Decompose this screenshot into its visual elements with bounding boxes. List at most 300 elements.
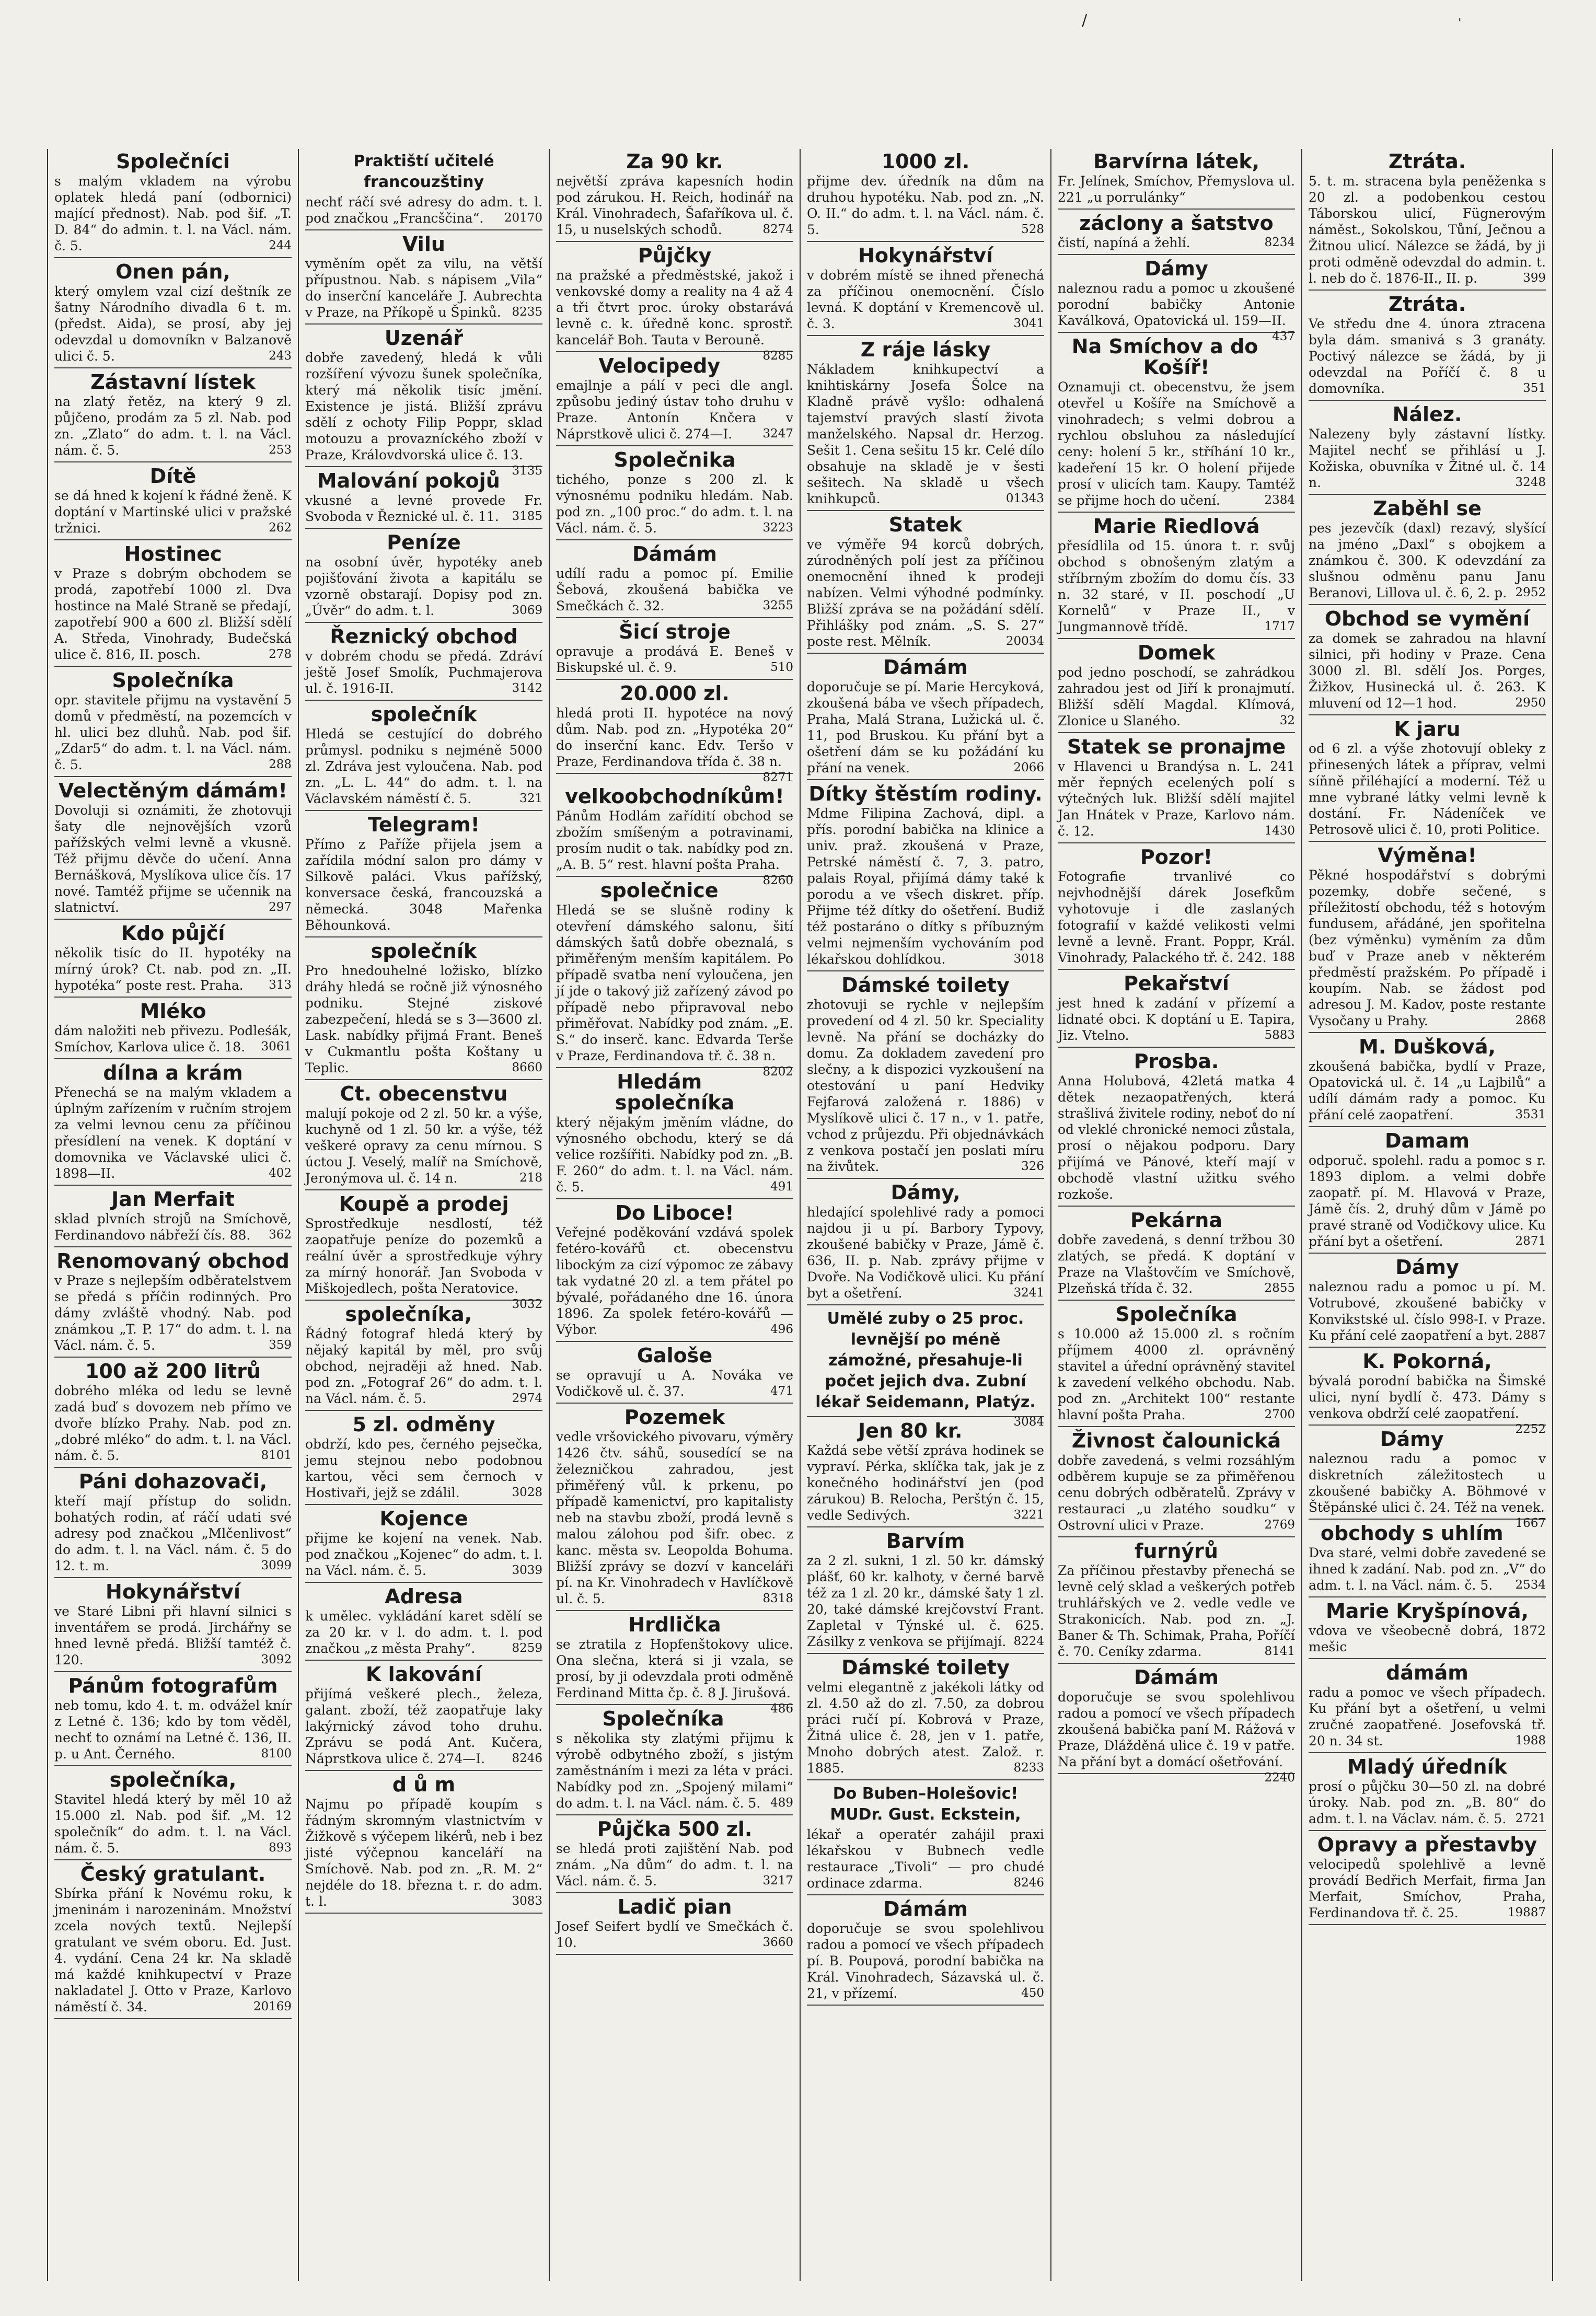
ad-title: Vilu — [402, 233, 445, 256]
ad-text — [556, 1840, 793, 1889]
ad-divider — [556, 1067, 793, 1068]
ad-title: Onen pán, — [115, 260, 230, 283]
ad-body: přesídlila od 15. února t. r. svůj obchod s obnošeným zlatým a stříbrným zbožím do domu čís. 33 n. 32 staré, v II. poschodí „U Kornelů“ v Praze II., v Jungmannově třídě. — [1058, 538, 1295, 634]
ad-body: nechť ráčí své adresy do adm. t. l. pod značkou „Francščina“. — [305, 194, 542, 226]
column-1 — [48, 149, 299, 2281]
ad-divider — [1309, 1253, 1546, 1254]
ad-divider — [1309, 604, 1546, 605]
classified-ad — [54, 372, 292, 462]
ad-text — [807, 1204, 1044, 1301]
ad-code: 8246 — [1013, 1876, 1044, 1890]
ad-code: 510 — [770, 661, 793, 674]
ad-divider — [807, 335, 1044, 336]
ad-text — [54, 1791, 292, 1856]
classified-ad — [1058, 736, 1295, 843]
classified-ad — [305, 814, 542, 937]
ad-code: 351 — [1523, 381, 1546, 395]
ad-title: Půjčky — [638, 244, 712, 267]
ad-title: společník — [371, 940, 477, 963]
ad-title: Jen 80 kr. — [858, 1419, 963, 1442]
ad-divider — [54, 367, 292, 368]
classified-ad — [1309, 1756, 1546, 1831]
ad-title: 5 zl. odměny — [352, 1413, 495, 1436]
ad-body: malují pokoje od 2 zl. 50 kr. a výše, kuchyně od 1 zl. 50 kr. a výše, též veškeré opravy za cenu mírnou. S úctou J. Veselý, malíř na Smíchově, Jeronýmova ul. č. 14 n. — [305, 1106, 542, 1186]
ad-code: 2534 — [1515, 1578, 1546, 1592]
ad-divider — [305, 1300, 542, 1301]
ad-divider — [1309, 1519, 1546, 1520]
ad-text — [1309, 316, 1546, 397]
classified-ad — [54, 261, 292, 368]
ad-code: 3223 — [762, 521, 793, 535]
classified-columns — [47, 149, 1553, 2281]
ad-divider — [1058, 842, 1295, 843]
ad-code: 297 — [269, 900, 292, 914]
ad-text — [305, 963, 542, 1076]
ad-code: 362 — [269, 1228, 292, 1242]
classified-ad — [556, 777, 793, 887]
ad-code: 288 — [269, 758, 292, 771]
ad-divider — [556, 1704, 793, 1705]
ad-body: Sbírka přání k Novému roku, k jmeninám i narozeninám. Množství zcela nových textů. Nejlepší gratulant ve svém oboru. Ed. Just. 4. vydání. Cena 24 kr. Na skladě má každé knihkupectví v Praze nakladatel J. Otto v Praze, Karlovo náměstí č. 34. — [54, 1886, 292, 2014]
ad-body: Josef Seifert bydlí ve Smečkách č. 10. — [556, 1919, 793, 1950]
ad-code: 486 — [770, 1702, 793, 1716]
ad-title: Telegram! — [368, 813, 480, 836]
ad-text — [54, 173, 292, 254]
ad-body: dám naložiti neb přivezu. Podleśák, Smíchov, Karlova ulice č. 18. — [54, 1023, 292, 1055]
classified-ad — [1309, 719, 1546, 842]
ad-text — [54, 1023, 292, 1055]
ad-body: Mdme Filipina Zachová, dipl. a přís. porodní babička na klinice a univ. praž. zkoušená v Praze, Petrské náměstí č. 7, 3. patro, palais Royal, přijímá dámy také k porodu a ve všech diskret. příp. Přijme též dítky do ošetření. Budiž též postaráno o dítky s příbuzným velmi nejmenším vychováním pod lékařskou dohlídkou. — [807, 806, 1044, 967]
ad-code: 3241 — [1013, 1286, 1044, 1300]
ad-title: velkoobchodníkům! — [565, 785, 784, 808]
ad-title: záclony a šatstvo — [1079, 212, 1274, 235]
ad-text — [305, 350, 542, 478]
ad-code: 2868 — [1515, 1014, 1546, 1027]
ad-divider — [1309, 1924, 1546, 1925]
ad-text — [54, 802, 292, 916]
ad-code: 244 — [269, 239, 292, 252]
ad-title: Galoše — [637, 1344, 713, 1367]
ad-title: Velocipedy — [598, 354, 721, 377]
classified-ad — [556, 1613, 793, 1716]
ad-text — [1058, 1073, 1295, 1202]
ad-body: se dá hned k kojení k řádné ženě. K doptání v Martinské ulici v pražské tržnici. — [54, 488, 292, 536]
classified-ad — [1309, 1350, 1546, 1436]
ad-text — [1309, 426, 1546, 491]
ad-body: lékař a operatér zahájil praxi lékařskou v Bubnech vedle restaurace „Tivoli“ — pro chudé ordinace zdarma. — [807, 1827, 1044, 1891]
ad-divider — [807, 241, 1044, 242]
classified-ad — [305, 234, 542, 325]
ad-divider — [807, 1416, 1044, 1417]
classified-ad — [1058, 1210, 1295, 1301]
ad-text — [54, 1084, 292, 1182]
ad-code: 32 — [1279, 714, 1295, 727]
ad-title: Ztráta. — [1388, 150, 1466, 173]
ad-divider — [807, 2005, 1044, 2006]
ad-text — [305, 1215, 542, 1311]
ad-text — [305, 1530, 542, 1579]
ad-code: 489 — [770, 1796, 793, 1810]
ad-body: přijme ke kojení na venek. Nab. pod značkou „Kojenec“ do adm. t. l. na Václ. nám. č. 5. — [305, 1531, 542, 1578]
ad-text — [1058, 1562, 1295, 1660]
ad-code: 3084 — [1013, 1415, 1044, 1429]
classified-ad — [305, 1414, 542, 1505]
ad-title: Jan Merfait — [111, 1188, 235, 1211]
ad-divider — [807, 1894, 1044, 1895]
classified-ad — [305, 941, 542, 1080]
ad-text — [1058, 280, 1295, 343]
ad-divider — [1058, 1426, 1295, 1427]
ad-body: opr. stavitele přijmu na vystavění 5 domů v předměstí, na pozemcích v hl. ulici bez dluhů. Nab. pod šif. „Zdar5“ do adm. t. l. na Václ. nám. č. 5. — [54, 692, 292, 772]
ad-title: Mladý úředník — [1347, 1755, 1507, 1778]
ad-divider — [807, 653, 1044, 654]
ad-divider — [1309, 1658, 1546, 1659]
ad-divider — [54, 1357, 292, 1358]
ad-title: Dámy — [1395, 1256, 1459, 1279]
ad-title: Ct. obecenstvu — [340, 1082, 508, 1105]
ad-code: 893 — [269, 1841, 292, 1855]
ad-divider — [54, 776, 292, 777]
ad-text — [1309, 1545, 1546, 1593]
ad-title: Koupě a prodej — [339, 1192, 509, 1215]
ad-divider — [305, 466, 542, 467]
ad-body: radu a pomoc ve všech případech. Ku přání byt a ošetření, u velmi zručné zaopatřené. Josefovská tř. 20 n. 34 st. — [1309, 1685, 1546, 1748]
classified-ad — [305, 327, 542, 478]
ad-divider — [1058, 209, 1295, 210]
ad-title: Malování pokojů — [317, 469, 500, 492]
classified-ad — [305, 1304, 542, 1411]
classified-ad — [556, 449, 793, 540]
ad-body: Veřejné poděkování vzdává spolek fetéro-kovářů ct. obecenstvu libockým za cizí výpomoc ze zábavy tak vydatné 20 zl. a tem přátel po bývalé, pořádaného dne 16. února 1896. Za spolek fetéro-kovářů — Výbor. — [556, 1225, 793, 1337]
ad-text — [1309, 867, 1546, 1029]
ad-body: od 6 zl. a výše zhotovují obleky z přinesených látek a příprav, velmi síňně přiléhající a moderní. Též u mne vybrané látky velmi levně k dostání. Fr. Nádeníček ve Petrosově ulici č. 10, proti Politice. — [1309, 741, 1546, 837]
ad-code: 2700 — [1264, 1408, 1295, 1421]
ad-title: Dámy — [1144, 257, 1208, 280]
ad-title: Společníka — [602, 1707, 724, 1730]
ad-code: 326 — [1021, 1160, 1044, 1173]
ad-body: vkusné a levné provede Fr. Svoboda v Řeznické ul. č. 11. — [305, 493, 542, 524]
classified-ad — [305, 626, 542, 701]
ad-code: 262 — [269, 521, 292, 535]
ad-body: jest hned k zadání v přízemí a lidnaté obci. K doptání u E. Tapira, Jiz. Vtelno. — [1058, 995, 1295, 1043]
ad-code: 2887 — [1515, 1328, 1546, 1342]
classified-ad — [54, 1471, 292, 1578]
ad-divider — [807, 1304, 1044, 1305]
ad-text — [1058, 1452, 1295, 1533]
ad-title: Nález. — [1392, 403, 1462, 426]
ad-text — [305, 648, 542, 697]
ad-title: Na Smíchov a do Košíř! — [1071, 335, 1258, 379]
ad-title: Dámské toilety — [841, 974, 1010, 997]
ad-code: 20034 — [1005, 634, 1044, 648]
ad-text — [556, 902, 793, 1079]
ad-body: Každá sebe větší zpráva hodinek se vypraví. Pérka, sklíčka tak, jak je z konečného hodinářství jen (pod zárukou) B. Relocha, Perštýn č. 15, vedle Sedivých. — [807, 1443, 1044, 1523]
ad-title: Živnost čalounická — [1071, 1429, 1281, 1452]
ad-code: 2952 — [1515, 586, 1546, 599]
classified-ad — [1058, 1541, 1295, 1664]
ad-title: dílna a krám — [103, 1061, 243, 1084]
ad-divider — [1058, 1536, 1295, 1537]
classified-ad — [1309, 498, 1546, 605]
ad-divider — [556, 445, 793, 446]
ad-divider — [1309, 290, 1546, 291]
classified-ad — [556, 1407, 793, 1611]
ad-title: Společníka — [112, 669, 234, 692]
ad-text — [1058, 538, 1295, 635]
ad-divider — [54, 1467, 292, 1468]
classified-ad — [1309, 845, 1546, 1033]
ad-title: Do Liboce! — [615, 1201, 734, 1224]
ad-code: 01343 — [1005, 492, 1044, 505]
ad-code: 8224 — [1013, 1635, 1044, 1648]
ad-text — [1058, 1689, 1295, 1785]
ad-text — [305, 836, 542, 933]
classified-ad — [54, 670, 292, 777]
ad-title: Výměna! — [1378, 844, 1477, 867]
ad-title: obchody s uhlím — [1320, 1522, 1504, 1545]
classified-ad — [556, 1345, 793, 1404]
ad-divider — [54, 1246, 292, 1247]
ad-divider — [305, 1079, 542, 1080]
ad-code: 321 — [519, 792, 542, 805]
ad-body: s malým vkladem na výrobu oplatek hledá paní (odbornici) mající přednost). Nab. pod šif. „T. D. 84“ do admin. t. l. na Václ. nám. č. 5. — [54, 173, 292, 253]
ad-text — [1058, 758, 1295, 839]
classified-ad — [807, 657, 1044, 780]
ad-divider — [1058, 332, 1295, 333]
classified-ad — [1058, 847, 1295, 970]
ad-body: Nalezeny byly zástavní lístky. Majitel nechť se přihlásí u J. Kožiska, obuvníka v Žitné ul. č. 14 n. — [1309, 426, 1546, 490]
ad-title: Pozemek — [624, 1406, 725, 1429]
ad-text — [305, 726, 542, 807]
ad-code: 2066 — [1013, 761, 1044, 774]
ad-divider — [1058, 1047, 1295, 1048]
classified-ad — [305, 1192, 542, 1311]
ad-title: Umělé zuby o 25 proc. levnější po méně zámožné, přesahuje-li počet jejich dva. Zubní lékař Seidemann, Platýz. — [815, 1310, 1036, 1411]
ad-body: udílí radu a pomoc pí. Emilie Šebová, zkoušená babička ve Smečkách č. 32. — [556, 566, 793, 613]
ad-divider — [54, 257, 292, 258]
ad-code: 3255 — [762, 599, 793, 612]
ad-title: Velectěným dámám! — [58, 779, 288, 802]
column-6 — [1302, 149, 1553, 2281]
ad-code: 2974 — [512, 1392, 542, 1405]
classified-ad — [54, 1769, 292, 1860]
ad-divider — [305, 1913, 542, 1914]
ad-title: Kojence — [379, 1507, 468, 1530]
ad-body: doporučuje se pí. Marie Hercyková, zkoušená bába ve všech případech, Praha, Malá Strana, Lužická ul. č. 11, pod Bruskou. Ku přání byt a ošetření dám se ku požádání ku přání na venek. — [807, 679, 1044, 775]
ad-title: Zaběhl se — [1373, 497, 1482, 520]
ad-text — [305, 1608, 542, 1657]
ad-body: Najmu po případě koupím s řádným skromným vlastnictvím v Žižkově s výčepem likérů, neb i bez jisté výčepnou kanceláří na Smíchově. Nab. pod zn. „R. M. 2“ nejdéle do 18. března t. r. do adm. t. l. — [305, 1797, 542, 1909]
ad-code: 243 — [269, 349, 292, 363]
ad-body: zkoušená babička, bydlí v Praze, Opatovická ul. č. 14 „u Lajbilů“ a udílí dámám rady a pomoc. Ku přání celé zaopatření. — [1309, 1059, 1546, 1122]
ad-divider — [1309, 1126, 1546, 1127]
classified-ad — [1058, 213, 1295, 255]
classified-ad — [1058, 1430, 1295, 1537]
ad-body: bývalá porodní babička na Šimské ulici, nyní bydlí č. 473. Dámy s venkova obdrží celé zaopatření. — [1309, 1373, 1546, 1421]
ad-divider — [556, 679, 793, 680]
ad-code: 2384 — [1264, 493, 1295, 507]
ad-title: Ztráta. — [1388, 293, 1466, 316]
ad-text — [305, 1105, 542, 1186]
ad-body: dobře zavedená, s velmi rozsáhlým odběrem kupuje se za přiměřenou cenu dobrých odběratelů. Zprávy v restauraci „u zlatého soudku“ v Ostrovní ulici v Praze. — [1058, 1453, 1295, 1533]
ad-text — [1058, 995, 1295, 1044]
ad-body: naleznou radu a pomoc u zkoušené porodní babičky Antonie Kaválková, Opatovická ul. 159—II. — [1058, 281, 1295, 328]
ad-body: dobrého mléka od ledu se levně zadá buď s dovozem neb přímo ve dvoře blízko Prahy. Nab. pod zn. „dobré mléko“ do adm. t. l. na Václ. nám. č. 5. — [54, 1383, 292, 1463]
classified-ad — [1058, 516, 1295, 639]
ad-body: s 10.000 až 15.000 zl. s ročním příjmem 4000 zl. oprávněný stavitel a úřední oprávněný stavitel k zavedení velkého obchodu. Nab. pod zn. „Architekt 100“ restante hlavní pošta Praha. — [1058, 1326, 1295, 1422]
ad-text — [556, 1429, 793, 1607]
ad-title: Hledám společníka — [615, 1070, 735, 1114]
ad-divider — [54, 1058, 292, 1059]
ad-divider — [54, 1577, 292, 1578]
ad-title: Zástavní lístek — [90, 370, 256, 393]
ad-body: Ve středu dne 4. února ztracena byla dám. smanivá s 3 granáty. Poctivý nálezce se žádá, by ji odevzdal na Poříčí č. 8 u domovníka. — [1309, 316, 1546, 396]
ad-body: Pánům Hodlám zařídití obchod se zbožím smíšeným a potravinami, prosím nudit o tak. nabídky pod zn. „A. B. 5“ rest. hlavní pošta Praha. — [556, 808, 793, 872]
ad-divider — [1058, 1773, 1295, 1774]
ad-divider — [54, 997, 292, 998]
ad-divider — [305, 528, 542, 529]
ad-code: 8101 — [261, 1449, 292, 1462]
ad-title: K. Pokorná, — [1362, 1350, 1492, 1373]
ad-divider — [54, 2018, 292, 2019]
ad-body: obdrží, kdo pes, černého pejsečka, jemu stejnou nebo podobnou kartou, věci sem černoch v Hostivaři, jejž se zdálil. — [305, 1437, 542, 1500]
ad-divider — [556, 539, 793, 540]
ad-body: velocipedů spolehlivě a levně provádí Bedřich Merfait, firma Jan Merfait, Smíchov, Praha, Ferdinandova tř. č. 25. — [1309, 1857, 1546, 1920]
ad-divider — [556, 1403, 793, 1404]
ad-title: Šicí stroje — [619, 620, 731, 643]
ad-divider — [54, 1765, 292, 1766]
ad-title: Dámám — [632, 542, 718, 565]
ad-title: Společníci — [116, 150, 230, 173]
ad-title: furnýrů — [1135, 1539, 1218, 1562]
ad-code: 3660 — [762, 1936, 793, 1949]
classified-ad — [305, 1083, 542, 1190]
ad-text — [556, 377, 793, 442]
ad-body: vyměním opět za vilu, na větší přípustnou. Nab. s nápisem „Vila“ do inserční kanceláře J. Aubrechta v Praze, na Příkopě u Špinků. — [305, 256, 542, 320]
ad-text — [1309, 1778, 1546, 1827]
ad-title: Z ráje lásky — [860, 338, 991, 361]
ad-divider — [556, 1814, 793, 1815]
ad-title: Páni dohazovači, — [78, 1470, 268, 1493]
ad-divider — [54, 1671, 292, 1672]
ad-text — [1309, 173, 1546, 286]
ad-body: velmi elegantně z jakékoli látky od zl. 4.50 až do zl. 7.50, za dobrou práci ručí pí. Kobrová v Praze, Žitná ulice č. 28, jen v 1. patře, Mnoho dobrých atest. Založ. r. 1885. — [807, 1680, 1044, 1776]
ad-code: 20170 — [504, 211, 542, 225]
ad-divider — [1058, 1663, 1295, 1664]
ad-code: 3083 — [512, 1894, 542, 1908]
ad-divider — [1309, 1425, 1546, 1426]
ad-code: 188 — [1272, 951, 1295, 964]
ad-divider — [54, 539, 292, 540]
ad-body: v dobrém místě se ihned přenechá za příčinou onemocnění. Číslo levná. K doptání v Kremencově ul. č. 3. — [807, 268, 1044, 331]
ad-title: Opravy a přestavby — [1317, 1833, 1537, 1856]
classified-ad — [807, 1531, 1044, 1654]
ad-title: Pekárna — [1130, 1209, 1222, 1232]
ad-body: Hledá se se slušně rodiny k otevření dámského salonu, šití dámských šatů dobře obeznalá, s přiměřeným menším kapitálem. Po případě svatba není vyloučena, jen jí jde o takový již zařízený závod po případě nebo připravoval nebo přiměřovat. Nabídky pod znám. „E. S.“ do inserč. kanc. Edvarda Terše v Praze, Ferdinandova tř. č. 38 n. — [556, 902, 793, 1063]
ad-divider — [1309, 1347, 1546, 1348]
ad-divider — [1058, 1206, 1295, 1207]
ad-body: za 2 zl. sukni, 1 zl. 50 kr. dámský plášť, 60 kr. kalhoty, v černé barvě též za 1 zl. 20 kr., dámské šaty 1 zl. 20, také dámské krejčovství Frant. Zapletal v Týnské ul. č. 625. Zásilky z venkova se přijímají. — [807, 1553, 1044, 1649]
ad-code: 450 — [1021, 1986, 1044, 2000]
ad-code: 8235 — [512, 305, 542, 319]
ad-title: d ů m — [392, 1773, 456, 1796]
ad-code: 2871 — [1515, 1234, 1546, 1248]
ad-text — [807, 536, 1044, 650]
classified-ad — [54, 780, 292, 920]
ad-code: 2240 — [1264, 1771, 1295, 1785]
ad-code: 3247 — [762, 427, 793, 441]
ad-code: 1667 — [1515, 1516, 1546, 1530]
ad-title: Dítky štěstím rodiny. — [808, 782, 1043, 805]
ad-text — [305, 1436, 542, 1501]
ad-code: 5883 — [1264, 1028, 1295, 1042]
ad-body: Sprostředkuje nesdlostí, též zaopatřuje peníze do pozemků a reální úvěr a sprostředkuje výhry za mírný honorář. Jan Svoboda v Miškojedlech, pošta Neratovice. — [305, 1216, 542, 1296]
ad-code: 8318 — [762, 1592, 793, 1605]
ad-code: 3221 — [1013, 1508, 1044, 1522]
ad-title: dámám — [1386, 1661, 1468, 1684]
ad-text — [807, 679, 1044, 776]
classified-ad — [1309, 404, 1546, 495]
ad-divider — [556, 1954, 793, 1955]
classified-ad — [556, 621, 793, 680]
ad-title: Prosba. — [1134, 1050, 1219, 1073]
ad-title: M. Dušková, — [1359, 1035, 1496, 1058]
classified-ad — [305, 704, 542, 811]
ad-text — [556, 1918, 793, 1951]
ad-body: doporučuje se svou spolehlivou radou a pomocí ve všech případech pí. B. Poupová, porodní babička na Král. Vinohradech, Sázavská ul. č. 21, v přízemí. — [807, 1921, 1044, 2001]
ad-title: Pozor! — [1140, 846, 1213, 868]
ad-text — [1309, 1451, 1546, 1530]
ad-text — [54, 283, 292, 364]
ad-title: Marie Riedlová — [1093, 515, 1260, 538]
ad-text — [556, 808, 793, 887]
ad-title: Do Buben–Holešovic! MUDr. Gust. Eckstein, — [830, 1785, 1021, 1824]
ad-body: několik tisíc do II. hypotéky na mírný úrok? Ct. nab. pod zn. „II. hypotéka“ poste rest. Praha. — [54, 945, 292, 993]
ad-body: Pěkné hospodářství s dobrými pozemky, dobře sečené, s příležitostí obchodu, též s hotovým fundusem, ařádáné, jen spořitelna (bez výměnku) vyměním za dům buď v Praze aneb v některém předměstí pražském. Po případě i koupím. Nab. se žádost pod adresou J. M. Kadov, poste restante Vysočany u Prahy. — [1309, 867, 1546, 1028]
ad-text — [556, 565, 793, 614]
classified-ad — [556, 1202, 793, 1342]
ad-code: 3028 — [512, 1486, 542, 1499]
ad-divider — [54, 461, 292, 462]
classified-ad — [305, 1586, 542, 1661]
ad-code: 491 — [770, 1180, 793, 1194]
ad-text — [807, 1679, 1044, 1776]
ad-body: v Praze s dobrým obchodem se prodá, zapotřebí 1000 zl. Dva hostince na Malé Straně se předají, zapotřebí 900 a 600 zl. Bližší sdělí A. Středa, Vinohrady, Budečská ulice č. 816, II. posch. — [54, 566, 292, 662]
ad-divider — [1058, 969, 1295, 970]
classified-ad — [556, 1819, 793, 1893]
ad-code: 8660 — [512, 1061, 542, 1074]
classified-ad — [556, 682, 793, 784]
ad-code: 19887 — [1507, 1906, 1546, 1919]
ad-title: Uzenář — [384, 327, 464, 350]
ad-body: Přímo z Paříže přijela jsem a zařídila módní salon pro dámy v Silkově paláci. Vkus pařížský, konversace česká, francouzská a německá. 3048 Mařenka Běhounková. — [305, 837, 542, 933]
ad-text — [807, 1442, 1044, 1523]
ad-title: 20.000 zl. — [620, 682, 730, 705]
ad-title: Kdo půjčí — [121, 922, 225, 945]
ad-title: Adresa — [385, 1585, 463, 1608]
ad-body: kteří mají přístup do solidn. bohatých rodin, ať ráčí udati své adresy pod značkou „Mlčenlivost“ do adm. t. l. na Václ. nám. č. 5 do 12. t. m. — [54, 1493, 292, 1573]
ad-divider — [305, 1582, 542, 1583]
ad-divider — [305, 622, 542, 623]
ad-body: vdova ve všeobecně dobrá, 1872 mešic — [1309, 1623, 1546, 1654]
classified-ad — [807, 245, 1044, 336]
ad-body: dobře zavedený, hledá k vůli rozšíření vývozu šunek společníka, který má několik tisíc jmění. Existence je jistá. Bližší zprávu sdělí z ochoty Filip Poppr, sklad motouzu a provazníckého zboží v Praze, Královdvorská ulice č. 13. — [305, 350, 542, 462]
ad-code: 3041 — [1013, 317, 1044, 330]
ad-code: 8285 — [762, 349, 793, 363]
ad-body: se hledá proti zajištění Nab. pod znám. „Na dům“ do adm. t. l. na Václ. nám. č. 5. — [556, 1841, 793, 1889]
classified-ad — [556, 244, 793, 363]
ad-body: na pražské a předměstské, jakož i venkovské domy a reality na 4 až 4 a tři čtvrt proc. úroky obstarává levně c. k. úředně konc. sprostř. kancelář Boh. Tauta v Berouně. — [556, 268, 793, 348]
